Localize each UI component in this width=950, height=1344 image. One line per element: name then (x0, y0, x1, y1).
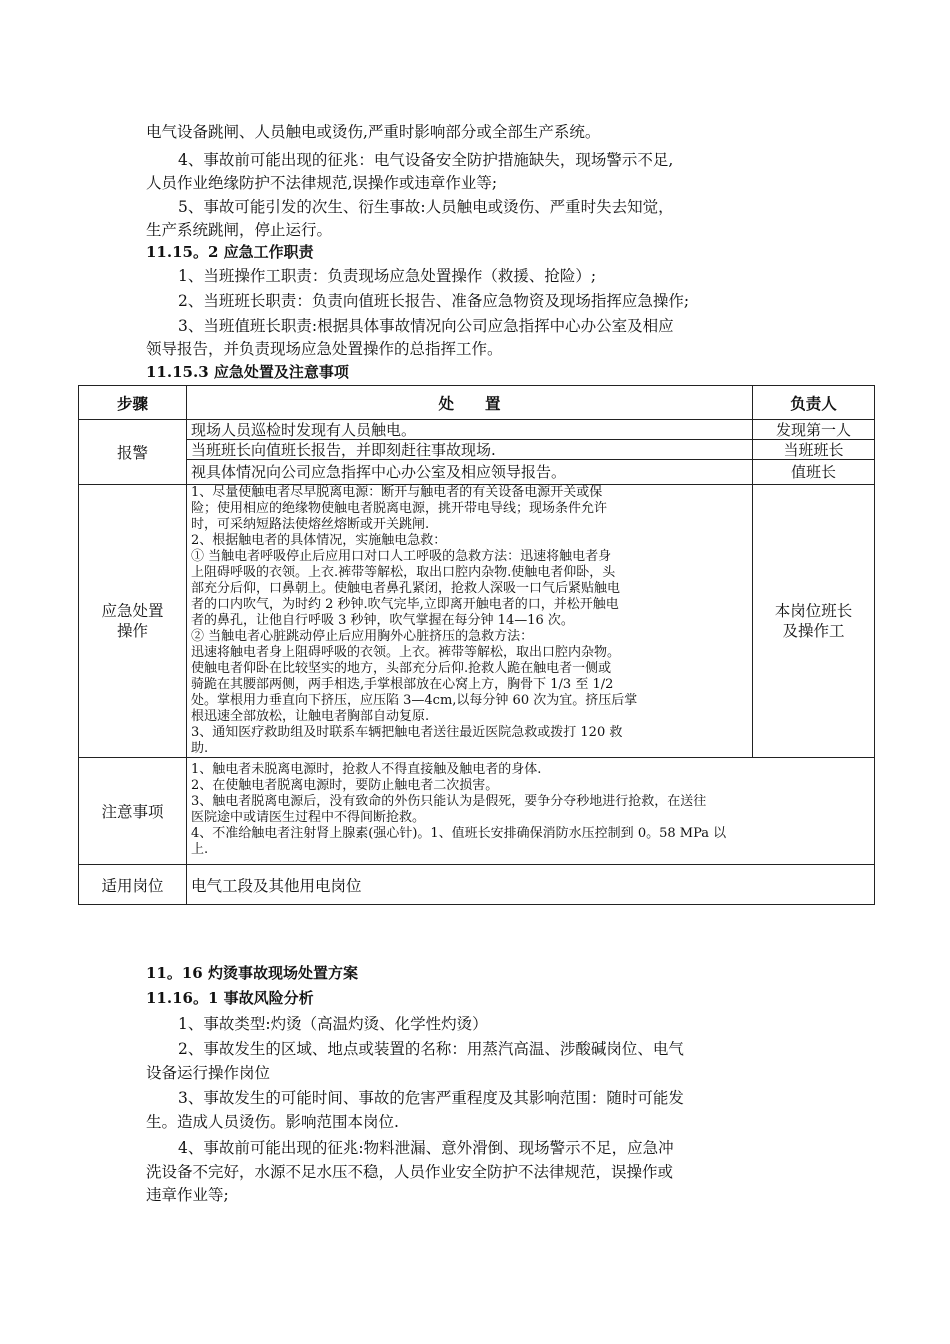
alarm-action: 现场人员巡检时发现有人员触电。 (187, 420, 753, 440)
paragraph-line: 5、事故可能引发的次生、衍生事故:人员触电或烫伤、严重时失去知觉， (178, 198, 674, 216)
emergency-table (78, 385, 875, 905)
paragraph-line: 3、事故发生的可能时间、事故的危害严重程度及其影响范围：随时可能发 (178, 1089, 684, 1107)
notice-line: 4、不准给触电者注射肾上腺素(强心针)。1、值班长安排确保消防水压控制到 0。58 MPa 以 (191, 826, 727, 841)
emergency-line: ① 当触电者呼吸停止后应用口对口人工呼吸的急救方法：迅速将触电者身 (191, 549, 612, 564)
alarm-owner: 值班长 (753, 460, 875, 485)
paragraph-line: 电气设备跳闸、人员触电或烫伤,严重时影响部分或全部生产系统。 (146, 123, 601, 141)
emergency-line: 险；使用相应的绝缘物使触电者脱离电源，挑开带电导线；现场条件允许 (191, 501, 608, 516)
paragraph-line: 1、当班操作工职责：负责现场应急处置操作（救援、抢险）; (178, 267, 597, 285)
paragraph-line: 生产系统跳闸，停止运行。 (146, 221, 333, 239)
step-notice: 注意事项 (79, 758, 187, 865)
step-apply: 适用岗位 (79, 865, 187, 905)
paragraph-line: 2、事故发生的区域、地点或装置的名称：用蒸汽高温、涉酸碱岗位、电气 (178, 1040, 684, 1058)
emergency-actions (187, 485, 753, 758)
emergency-line: 者的鼻孔，让他自行呼吸 3 秒钟，吹气掌握在每分钟 14—16 次。 (191, 613, 574, 628)
notice-content (187, 758, 875, 865)
alarm-owner: 当班班长 (753, 440, 875, 460)
paragraph-line: 洗设备不完好，水源不足水压不稳，人员作业安全防护不法律规范，误操作或 (146, 1163, 674, 1181)
paragraph-line: 人员作业绝缘防护不法律规范,误操作或违章作业等; (146, 174, 498, 192)
paragraph-line: 违章作业等; (146, 1186, 229, 1204)
step-alarm: 报警 (79, 420, 187, 485)
emergency-line: 2、根据触电者的具体情况，实施触电急救： (191, 533, 447, 548)
section-heading: 11.15.3 应急处置及注意事项 (146, 363, 349, 381)
emergency-line: ② 当触电者心脏跳动停止后应用胸外心脏挤压的急救方法： (191, 629, 534, 644)
emergency-line: 根迅速全部放松，让触电者胸部自动复原. (191, 709, 430, 724)
step-emergency-line: 应急处置 (101, 602, 164, 620)
notice-line: 2、在使触电者脱离电源时，要防止触电者二次损害。 (191, 778, 499, 793)
alarm-owner: 发现第一人 (753, 420, 875, 440)
paragraph-line: 4、事故前可能出现的征兆:物料泄漏、意外滑倒、现场警示不足，应急冲 (178, 1139, 674, 1157)
notice-line: 医院途中或请医生过程中不得间断抢救。 (191, 810, 426, 825)
paragraph-line: 设备运行操作岗位 (146, 1064, 271, 1082)
emergency-line: 者的口内吹气，为时约 2 秒钟.吹气完毕,立即离开触电者的口，并松开触电 (191, 597, 619, 612)
emergency-line: 骑跪在其腰部两侧，两手相迭,手掌根部放在心窝上方，胸骨下 1/3 至 1/2 (191, 677, 614, 692)
emergency-line: 助. (191, 741, 209, 756)
header-owner: 负责人 (753, 386, 875, 420)
section-heading: 11。16 灼烫事故现场处置方案 (146, 964, 358, 982)
emergency-owner-line: 及操作工 (782, 622, 845, 640)
paragraph-line: 4、事故前可能出现的征兆：电气设备安全防护措施缺失，现场警示不足, (178, 151, 674, 169)
alarm-action: 视具体情况向公司应急指挥中心办公室及相应领导报告。 (187, 460, 753, 485)
emergency-line: 时，可采纳短路法使熔丝熔断或开关跳闸. (191, 517, 430, 532)
emergency-owner-line: 本岗位班长 (774, 602, 853, 620)
emergency-line: 迅速将触电者身上阻碍呼吸的衣领。上衣。裤带等解松，取出口腔内杂物。 (191, 645, 621, 660)
apply-value: 电气工段及其他用电岗位 (187, 865, 875, 905)
emergency-line: 处。掌根用力垂直向下挤压，应压陷 3—4cm,以每分钟 60 次为宜。挤压后掌 (191, 693, 638, 708)
notice-line: 1、触电者未脱离电源时，抢救人不得直接触及触电者的身体. (191, 762, 542, 777)
alarm-action: 当班班长向值班长报告，并即刻赶往事故现场. (187, 440, 753, 460)
paragraph-line: 领导报告，并负责现场应急处置操作的总指挥工作。 (146, 340, 503, 358)
emergency-line: 上阻碍呼吸的衣领。上衣.裤带等解松，取出口腔内杂物.使触电者仰卧，头 (191, 565, 616, 580)
notice-line: 3、触电者脱离电源后，没有致命的外伤只能认为是假死，要争分夺秒地进行抢救，在送往 (191, 794, 707, 809)
notice-line: 上. (191, 842, 209, 857)
header-action: 处 置 (187, 386, 753, 420)
emergency-owner (753, 485, 875, 758)
emergency-line: 1、尽量使触电者尽早脱离电源：断开与触电者的有关设备电源开关或保 (191, 485, 603, 500)
paragraph-line: 1、事故类型:灼烫（高温灼烫、化学性灼烫） (178, 1015, 488, 1033)
paragraph-line: 3、当班值班长职责:根据具体事故情况向公司应急指挥中心办公室及相应 (178, 317, 674, 335)
section-heading: 11.15。2 应急工作职责 (146, 243, 314, 261)
paragraph-line: 生。造成人员烫伤。影响范围本岗位. (146, 1113, 399, 1131)
section-heading: 11.16。1 事故风险分析 (146, 989, 314, 1007)
emergency-line: 使触电者仰卧在比较坚实的地方，头部充分后仰.抢救人跪在触电者一侧或 (191, 661, 612, 676)
step-emergency (79, 485, 187, 758)
emergency-line: 部充分后仰，口鼻朝上。使触电者鼻孔紧闭，抢救人深吸一口气后紧贴触电 (191, 581, 621, 596)
emergency-line: 3、通知医疗救助组及时联系车辆把触电者送往最近医院急救或拨打 120 救 (191, 725, 623, 740)
header-step: 步骤 (79, 386, 187, 420)
step-emergency-line: 操作 (116, 622, 148, 640)
paragraph-line: 2、当班班长职责：负责向值班长报告、准备应急物资及现场指挥应急操作; (178, 292, 690, 310)
